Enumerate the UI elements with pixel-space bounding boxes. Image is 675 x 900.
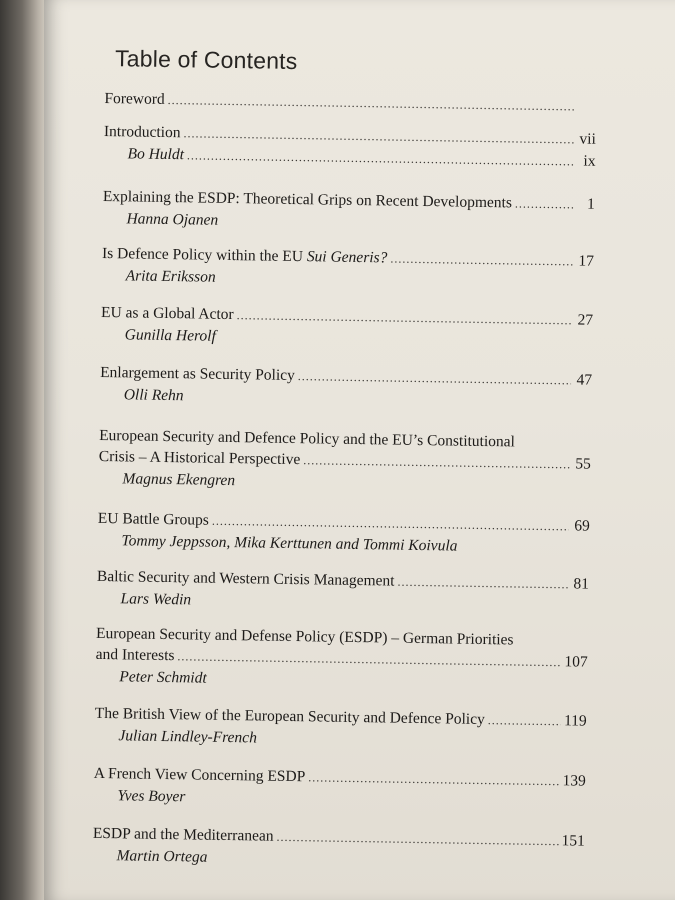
dot-leader xyxy=(397,572,568,596)
entry-page: 1 xyxy=(586,195,595,213)
entry-page: 55 xyxy=(575,455,591,473)
toc-heading: Table of Contents xyxy=(114,45,298,75)
entry-author: Peter Schmidt xyxy=(119,668,207,687)
entry-author: Hanna Ojanen xyxy=(126,210,219,229)
entry-page: 27 xyxy=(577,311,594,329)
entry-title: Foreword xyxy=(104,89,165,108)
toc-entry xyxy=(101,302,594,353)
entry-author: Bo Huldt xyxy=(127,145,185,164)
entry-page: 139 xyxy=(562,772,586,790)
entry-title-line1: European Security and Defence Policy and the EU’s Constitutional xyxy=(99,426,516,451)
entry-author: Julian Lindley-French xyxy=(118,727,258,747)
entry-page: 151 xyxy=(561,832,585,850)
entry-title: Is Defence Policy within the EU Sui Generis? xyxy=(101,244,388,267)
entry-page: vii xyxy=(579,130,597,148)
entry-author: Martin Ortega xyxy=(116,847,208,866)
toc-entry xyxy=(95,623,588,695)
entry-title-italic: Sui Generis? xyxy=(306,248,388,267)
entry-title: The British View of the European Security and Defence Policy xyxy=(94,704,485,729)
entry-title: EU as a Global Actor xyxy=(100,303,234,324)
entry-title: EU Battle Groups xyxy=(97,509,210,529)
dot-leader xyxy=(298,366,572,391)
entry-author: Lars Wedin xyxy=(120,590,192,609)
entry-title: A French View Concerning ESDP xyxy=(93,764,306,786)
entry-page: 107 xyxy=(564,653,588,671)
entry-author: Gunilla Herolf xyxy=(124,326,217,345)
toc-entry xyxy=(92,823,585,874)
toc-entry-introduction xyxy=(103,121,596,173)
dot-leader xyxy=(308,767,560,792)
toc-entry xyxy=(94,703,587,754)
entry-title: Introduction xyxy=(103,122,181,142)
toc-entry xyxy=(102,243,595,294)
entry-author: Arita Eriksson xyxy=(125,267,216,286)
entry-author: Magnus Ekengren xyxy=(122,470,236,490)
entry-author: Tommy Jeppsson, Mika Kerttunen and Tommi Koivula xyxy=(121,532,458,555)
entry-title-line1: European Security and Defense Policy (ESDP) – German Priorities xyxy=(95,624,514,649)
toc-entry xyxy=(100,362,593,413)
toc-entry xyxy=(93,763,586,814)
entry-title: Baltic Security and Western Crisis Management xyxy=(96,567,395,590)
entry-page: 81 xyxy=(573,575,590,593)
dot-leader xyxy=(303,450,570,475)
dot-leader xyxy=(276,827,558,852)
entry-page: 119 xyxy=(563,712,587,730)
dot-leader xyxy=(515,193,574,215)
toc-entry xyxy=(96,566,589,617)
entry-title: and Interests xyxy=(95,645,175,665)
toc-entry xyxy=(102,186,595,237)
entry-title: Explaining the ESDP: Theoretical Grips on Recent Developments xyxy=(102,187,513,212)
entry-title: Crisis – A Historical Perspective xyxy=(98,447,301,469)
entry-page: 17 xyxy=(578,252,595,270)
entry-author: Yves Boyer xyxy=(117,787,186,806)
entry-title: Enlargement as Security Policy xyxy=(100,363,295,385)
toc-entry xyxy=(98,425,591,497)
dot-leader xyxy=(390,248,573,272)
entry-page: 47 xyxy=(576,371,593,389)
entry-page: 69 xyxy=(574,517,590,535)
toc-entry xyxy=(97,508,590,559)
dot-leader xyxy=(488,710,562,732)
entry-page: ix xyxy=(583,152,596,170)
entry-title: ESDP and the Mediterranean xyxy=(92,824,274,845)
entry-author: Olli Rehn xyxy=(123,386,184,405)
